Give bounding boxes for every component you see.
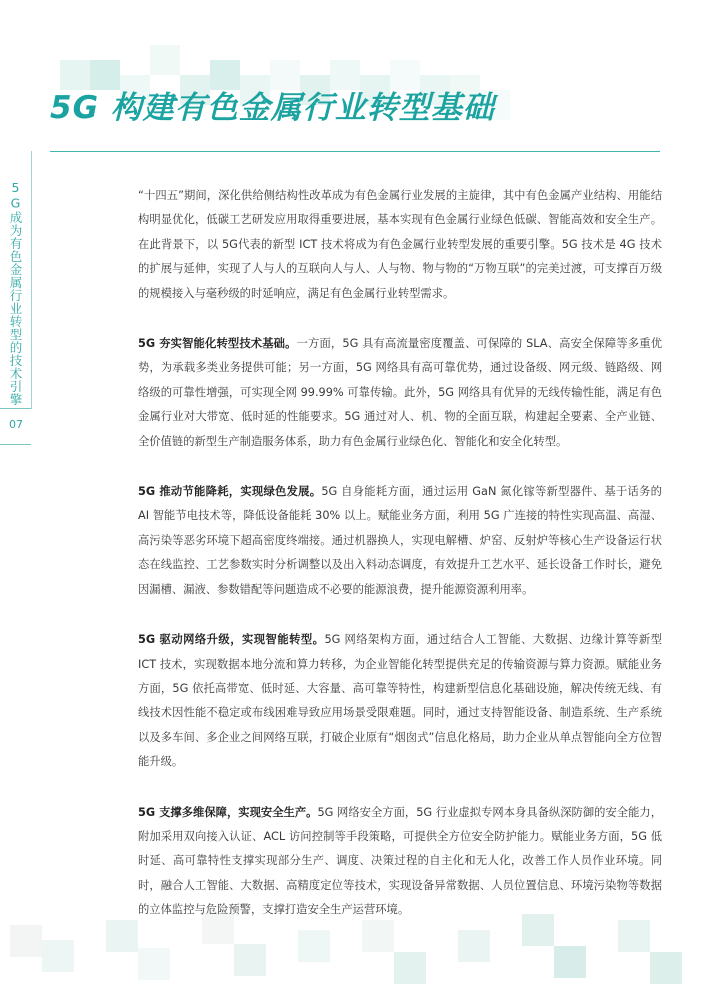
side-divider [0,408,31,409]
mosaic-tile [650,952,682,984]
paragraph-body: 5G 网络架构方面，通过结合人工智能、大数据、边缘计算等新型 ICT 技术，实现数据本地分流和算力转移，为企业智能化转型提供充足的传输资源与算力资源。赋能业务方面，5G 依托高带宽、低时延、大容量、高可靠等特性，构建新型信息化基础设施，解决传统无线、有线技术因性能不稳定或布线困难导致应用场景受限难题。同时，通过支持智能设备、制造系统、生产系统以及多车间、多企业之间网络互联，打破企业原有“烟囱式”信息化格局，助力企业从单点智能向全方位智能升级。 [138,633,662,769]
paragraph-body: “十四五”期间，深化供给侧结构性改革成为有色金属行业发展的主旋律，其中有色金属产业结构、用能结构明显优化，低碳工艺研发应用取得重要进展，基本实现有色金属行业绿色低碳、智能高效和安全生产。在此背景下，以 5G代表的新型 ICT 技术将成为有色金属行业转型发展的重要引擎。5G 技术是 4G 技术的扩展与延伸，实现了人与人的互联向人与人、人与物、物与物的“万物互联”的完美过渡，可支撑百万级的规模接入与毫秒级的时延响应，满足有色金属行业转型需求。 [138,189,662,300]
paragraph [138,480,662,602]
side-divider [0,444,31,445]
paragraph-body: 5G 自身能耗方面，通过运用 GaN 氮化镓等新型器件、基于话务的 AI 智能节电技术等，降低设备能耗 30% 以上。赋能业务方面，利用 5G 广连接的特性实现高温、高湿、高污染等恶劣环境下超高密度终端接。通过机器换人，实现电解槽、炉窑、反射炉等核心生产设备运行状态在线监控、工艺参数实时分析调整以及出入料动态调度，有效提升工艺水平、延长设备工作时长，避免因漏槽、漏液、参数错配等问题造成不必要的能源浪费，提升能源资源利用率。 [138,485,662,596]
page-title: 5G 构建有色金属行业转型基础 [50,90,495,126]
paragraph-lead: 5G 推动节能降耗，实现绿色发展。 [138,485,322,499]
page-number: 07 [9,418,23,431]
side-chapter-title: 5G成为有色金属行业转型的技术引擎 [8,180,23,406]
paragraph [138,628,662,774]
body-content [138,184,662,949]
paragraph [138,801,662,923]
paragraph-body: 一方面，5G 具有高流量密度覆盖、可保障的 SLA、高安全保障等多重优势，为承载多类业务提供可能；另一方面，5G 网络具有高可靠优势，通过设备级、网元级、链路级、网络级的可靠性增强，可实现全网 99.99% 可靠传输。此外，5G 网络具有优异的无线传输性能，满足有色金属行业对大带宽、低时延的性能要求。5G 通过对人、机、物的全面互联，构建起全要素、全产业链、全价值链的新型生产制造服务体系，助力有色金属行业绿色化、智能化和安全化转型。 [138,337,662,448]
paragraph-lead: 5G 支撑多维保障，实现安全生产。 [138,805,318,819]
mosaic-tile [42,940,74,972]
mosaic-tile [10,925,42,957]
mosaic-tile [234,944,266,976]
mosaic-tile [554,946,586,978]
paragraph [138,184,662,306]
paragraph-lead: 5G 驱动网络升级，实现智能转型。 [138,633,325,647]
mosaic-tile [138,948,170,980]
mosaic-tile [106,920,138,952]
paragraph [138,332,662,454]
mosaic-tile [150,45,180,75]
paragraph-body: 5G 网络安全方面，5G 行业虚拟专网本身具备纵深防御的安全能力，附加采用双向接入认证、ACL 访问控制等手段策略，可提供全方位安全防护能力。赋能业务方面，5G 低时延、高可靠特性支撑实现部分生产、调度、决策过程的自主化和无人化，改善工作人员作业环境。同时，融合人工智能、大数据、高精度定位等技术，实现设备异常数据、人员位置信息、环境污染物等数据的立体监控与危险预警，支撑打造安全生产运营环境。 [138,805,662,917]
paragraph-lead: 5G 夯实智能化转型技术基础。 [138,337,297,351]
title-divider [50,151,660,152]
mosaic-tile [394,952,426,984]
